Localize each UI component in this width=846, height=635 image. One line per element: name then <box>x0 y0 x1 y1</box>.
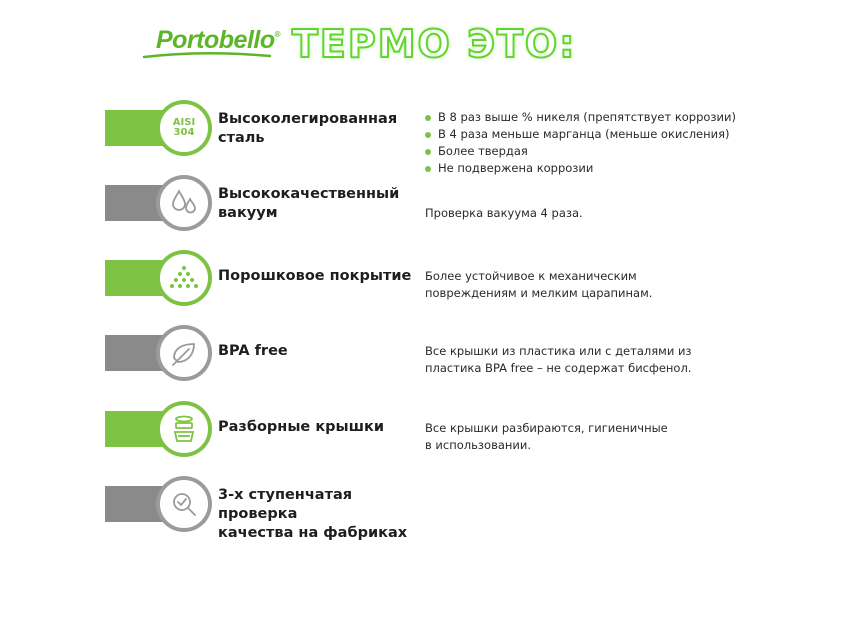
description-line: Все крышки из пластика или с деталями из <box>425 344 692 358</box>
aisi-304-icon <box>160 104 208 152</box>
feature-row-lids <box>0 399 846 459</box>
magnifier-check-icon <box>160 480 208 528</box>
feature-title-line: сталь <box>218 130 265 146</box>
feature-row-quality <box>0 474 846 541</box>
feature-row-bpa <box>0 323 846 383</box>
powder-dots-icon <box>160 254 208 302</box>
logo-swoosh-icon <box>142 48 272 60</box>
feature-title <box>218 486 433 543</box>
description-line: Более устойчивое к механическим <box>425 269 637 283</box>
description-line: Проверка вакуума 4 раза. <box>425 206 583 220</box>
feature-title <box>218 418 433 437</box>
feature-title-line: 3-х ступенчатая проверка <box>218 487 353 522</box>
bullet-item: Не подвержена коррозии <box>425 160 745 177</box>
feature-bullets <box>425 109 745 177</box>
aisi-number: 304 <box>173 127 195 138</box>
leaf-icon <box>160 329 208 377</box>
description-line: Все крышки разбираются, гигиеничные <box>425 421 668 435</box>
header <box>0 0 846 70</box>
feature-row-vacuum <box>0 173 846 233</box>
bullet-item: Более твердая <box>425 143 745 160</box>
feature-row-steel <box>0 98 846 175</box>
droplets-icon <box>160 179 208 227</box>
feature-title <box>218 110 433 148</box>
brand-logo-text: Portobello <box>156 26 275 54</box>
feature-title-line: Высококачественный <box>218 186 400 202</box>
feature-row-powder <box>0 248 846 308</box>
feature-title-line: качества на фабриках <box>218 525 408 541</box>
aisi-label: AISI <box>172 117 196 128</box>
feature-title-line: Высоколегированная <box>218 111 398 127</box>
page-headline: ТЕРМО ЭТО: <box>292 22 577 66</box>
feature-title-line: Порошковое покрытие <box>218 268 412 284</box>
feature-title-line: Разборные крышки <box>218 419 385 435</box>
feature-description <box>425 205 745 222</box>
feature-title <box>218 342 433 361</box>
description-line: повреждениям и мелким царапинам. <box>425 286 653 300</box>
description-line: в использовании. <box>425 438 532 452</box>
feature-description <box>425 268 745 302</box>
feature-description <box>425 420 745 454</box>
feature-title-line: вакуум <box>218 205 278 221</box>
feature-title <box>218 185 433 223</box>
feature-title <box>218 267 433 286</box>
feature-description <box>425 343 745 377</box>
registered-mark: ® <box>274 30 281 39</box>
feature-title-line: BPA free <box>218 343 288 359</box>
bullet-item: В 4 раза меньше марганца (меньше окисления) <box>425 126 745 143</box>
description-line: пластика BPA free – не содержат бисфенол. <box>425 361 692 375</box>
lid-parts-icon <box>160 405 208 453</box>
bullet-item: В 8 раз выше % никеля (препятствует коррозии) <box>425 109 745 126</box>
